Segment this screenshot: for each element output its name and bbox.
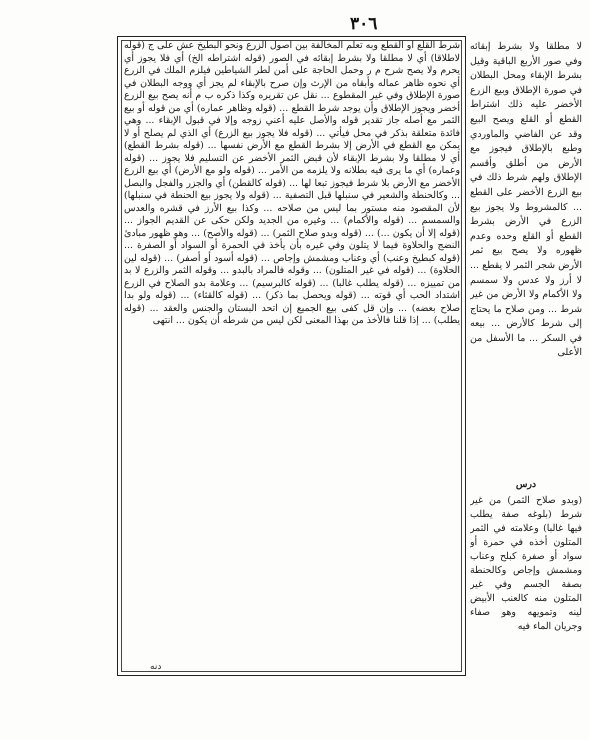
main-text-paragraph: شرط القلع أو القطع وبه تعلم المخالفة بين أصول الزرع ونحو البطيخ عش على ج (قوله لاطلاقا) أي لا مطلقا ولا بشرط إبقائه في الصور (قوله اشتراطه الخ) أي فلا يجوز أي يحرم ولا يصح شرح م ر وحمل الحاجة على أمن لطر الشياطين فيلزم الملك في الزرع أي نحوه ظاهر عماله وأبقاه من الإرث وإن صرح بالإبقاء لم يجز أي ووجه البطلان في صورة الإطلاق وفي غير المقطوع ... نقل عن تقريره وكذا ذكره ب م أنه يصح بيع الزرع أخضر ويجوز الإطلاق وأن يوجد شرط القطع ... (قوله وظاهر عماره) أي من قوله أو بيع الثمر مع أصله جاز تقدير قوله والأصل عليه أعني زوجه وإلا في قبول الإبقاء ... وهي فائدة متعلقة بذكر في محل فيأتي ... (قوله فلا يجوز بيع الزرع) أي الذي لم يصلح أو لا يمكن مع القطع في الأرض إلا بشرط القطع مع الأرض نفسها ... (قوله بشرط القطع) أي لا مطلقا ولا بشرط الإبقاء لأن قبض الثمر الأخضر عن التسليم فلا يجوز ... (قوله وعماره) أي ما يرى فيه بطلانه ولا يلزمه من الأمر ... (قوله ولو مع الأرض) أي بيع الزرع الأخضر مع الأرض بلا شرط فيجوز تبعا لها ... (قوله كالقطن) أي والجزر والفجل والبصل ... وكالحنطة والشعير في سنبلها قبل التصفية ... (قوله ولا يجوز بيع الحنطة في سنبلها) لأن المقصود منه مستور بما ليس من صلاحه ... وكذا بيع الأرز في قشره والعدس والسمسم ... (قوله والأكمام) ... وغيره من الجديد ولكن حكى عن القديم الجواز ... (قوله إلا أن يكون ...) ... (قوله وبدو صلاح الثمر) ... (قوله والأصح) ... وهو ظهور مبادئ النضج والحلاوة فيما لا يتلون وفي غيره بأن يأخذ في الحمرة أو السواد أو الصفرة ... (قوله كبطيخ وعنب) أي وعناب ومشمش وإجاص ... (قوله أسود أو أصفر) ... (قوله لين الحلاوة) ... (قوله في غير المتلون) ... وقوله فالمراد بالبدو ... وقوله الثمر والزرع لا بد من تمييزه ... (قوله يطلب غالبا) ... (قوله كالبرسيم) ... وعلامة بدو الصلاح في الزرع اشتداد الحب أي قوته ... (قوله ويحصل بما ذكر) ... (قوله كالقثاء) ... (قوله ولو بدا صلاح بعضه) ... وإن قل كفى بيع الجميع إن اتحد البستان والجنس والعقد ... (قوله يطلب) ... إذا قلنا فالأخذ من بهذا المعنى لكن ليس من شرطه أن يكون ... انتهى	[124, 40, 460, 326]
margin-text-lower	[470, 478, 582, 643]
margin-text-upper	[470, 40, 582, 470]
margin-lesson-heading: درس	[515, 479, 537, 490]
page-number: ٣٠٦	[350, 14, 378, 34]
margin-text-lower-paragraph: (وبدو صلاح الثمر) من غير شرط (بلوغه صفة يطلب فيها غالبا) وعلامته في الثمر المتلون أخذه في حمرة أو سواد أو صفرة كبلح وعناب ومشمش وإجاص وكالحنطة بصفة الجسم وفي غير المتلون منه كالعنب الأبيض لينه وتمويهه وهو صفاء وجريان الماء فيه	[470, 495, 582, 632]
margin-text-upper-paragraph: لا مطلقا ولا بشرط إبقائه وفي صور الأربع الباقية وقيل بشرط الإبقاء ومحل البطلان في صورة الإطلاق وبيع الزرع الأخضر عليه ذلك اشتراط القطع أو القلع ويصح البيع وقد عن الفاضي والماوردي وطبع بالإطلاق فيجوز مع الأرض من أطلق وأقسم الإطلاق ولهم شرط ذلك في بيع الزرع الأخضر على القطع ... كالمشروط ولا يجوز بيع الزرع في الأرض بشرط القطع أو القلع وحده وعدم ظهوره ولا يصح بيع ثمر الأرض شجر الثمر لا يقطع ... لا أرز ولا عدس ولا سمسم ولا الأكمام ولا الأرض من غير شرط ... ومن صلاح ما يحتاج إلى شرط كالأرض ... بيعه في السكر ... ما الأسفل من الأعلى	[470, 41, 582, 359]
catchword: دنه	[150, 662, 162, 672]
commentary-main-text	[124, 40, 460, 670]
